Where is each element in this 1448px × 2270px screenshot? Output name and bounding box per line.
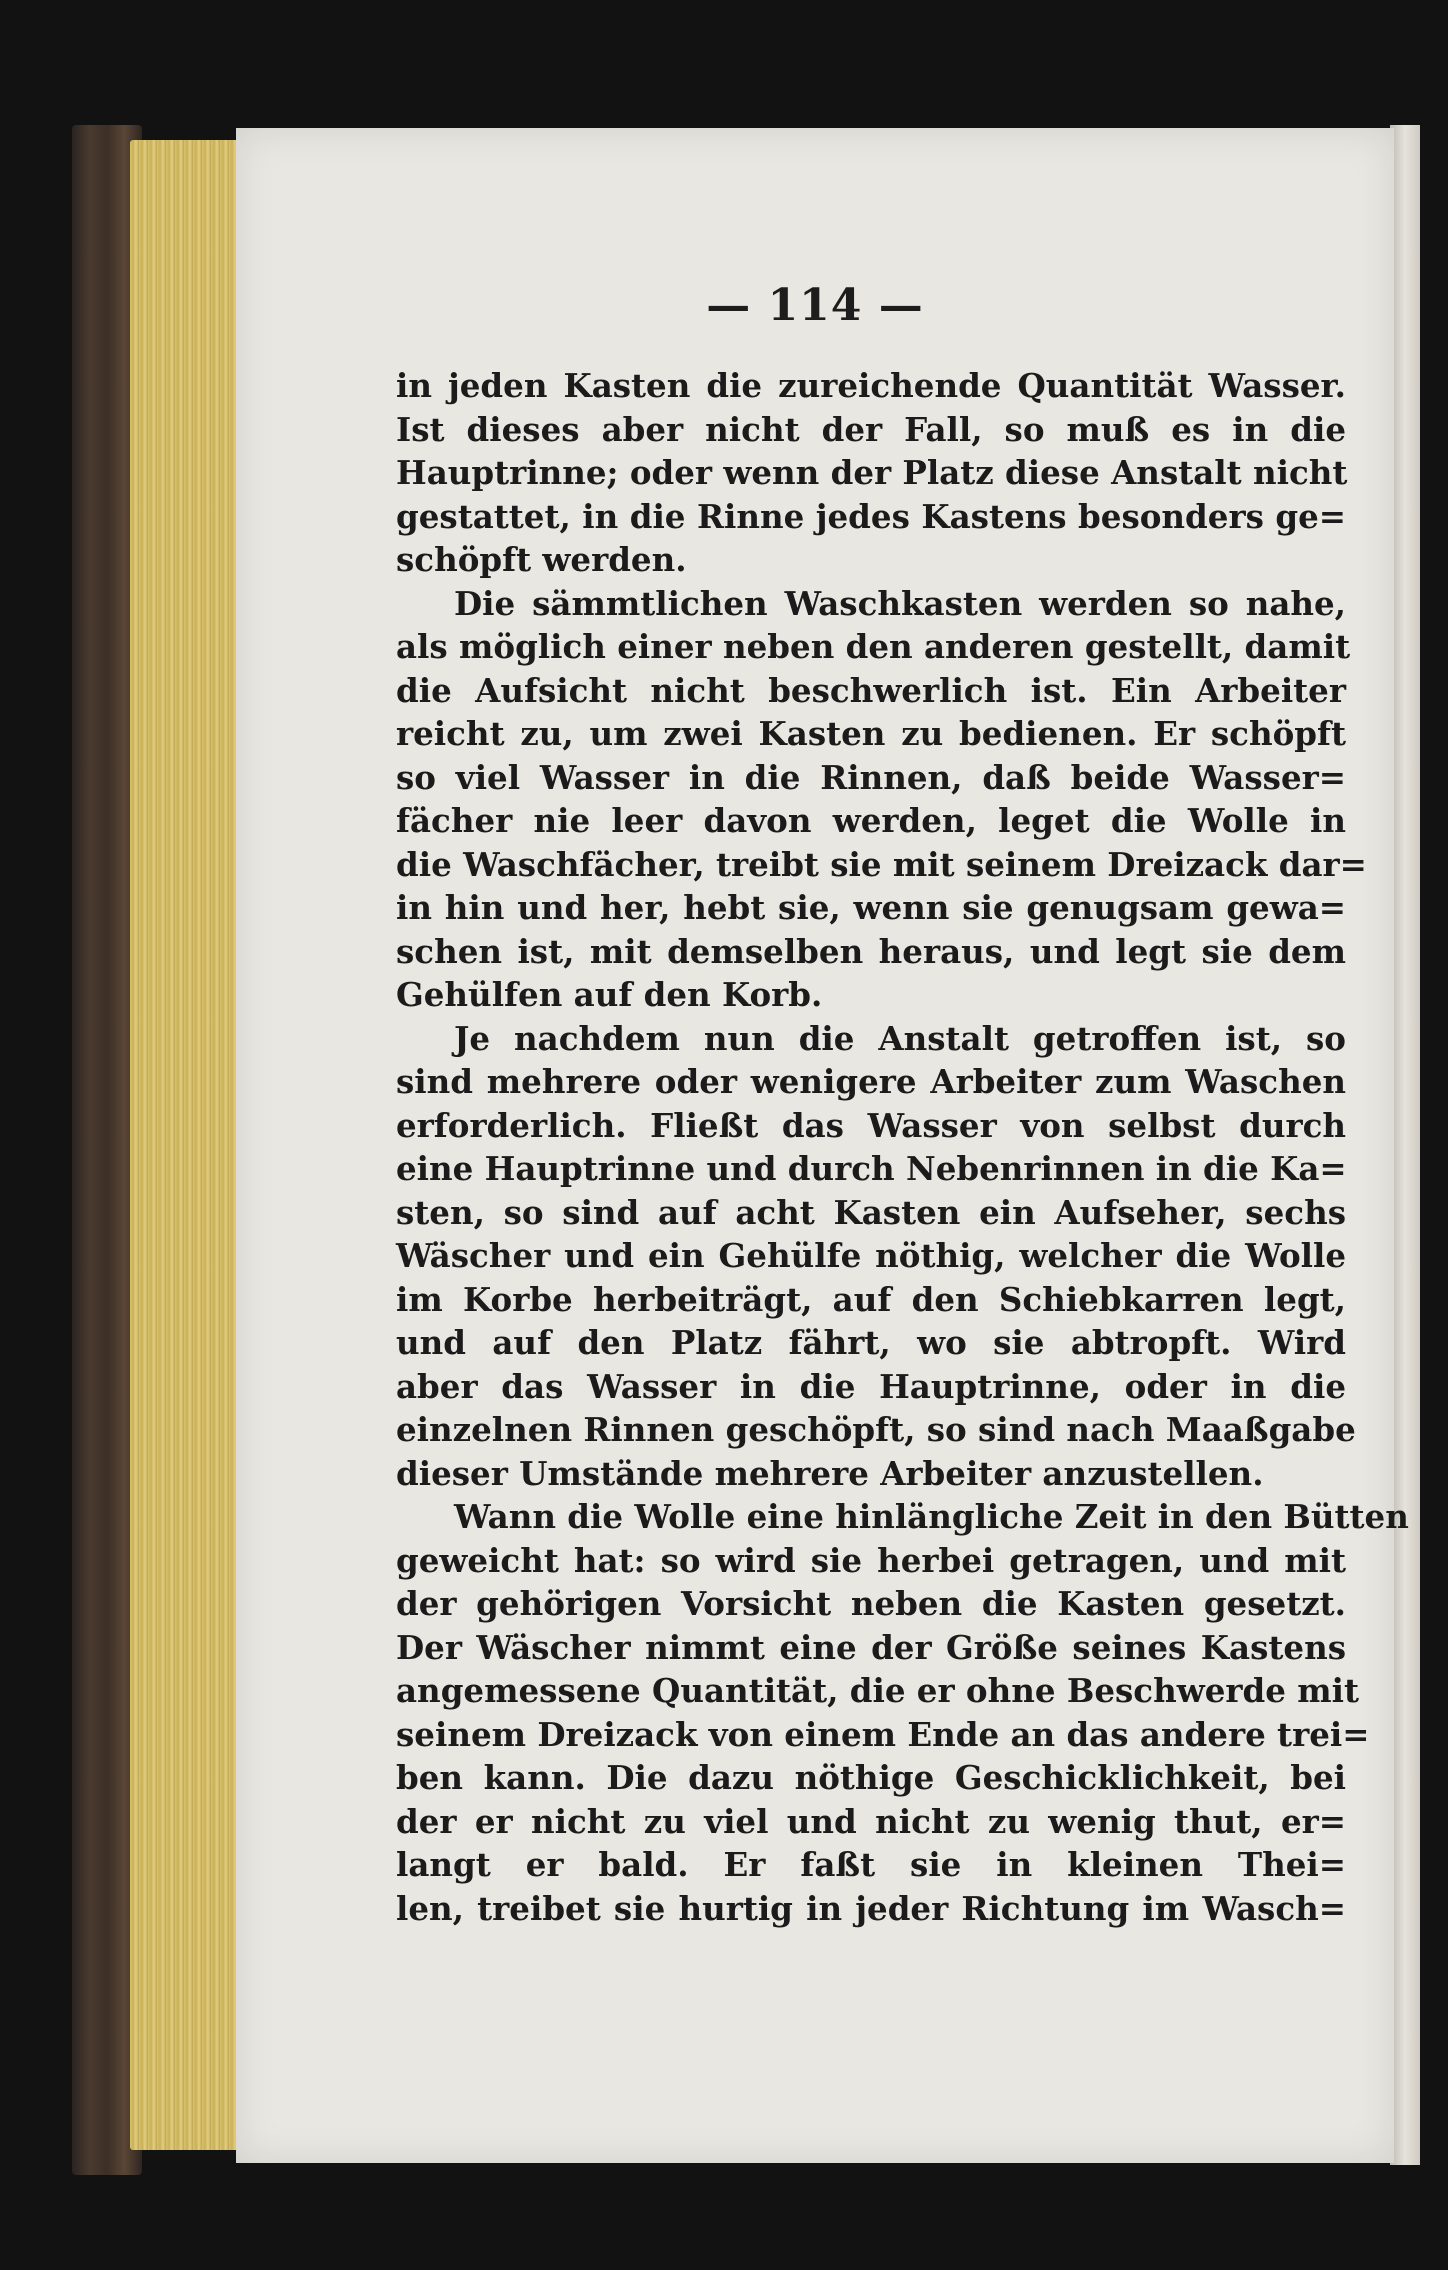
text-line: fächer nie leer davon werden, leget die Wolle in xyxy=(396,801,1346,840)
text-line: erforderlich. Fließt das Wasser von selbst durch xyxy=(396,1105,1346,1145)
text-line: geweicht hat: so wird sie herbei getragen, und mit xyxy=(396,1540,1346,1580)
book-page xyxy=(236,128,1409,2163)
text-line: Wäscher und ein Gehülfe nöthig, welcher die Wolle xyxy=(396,1236,1346,1275)
text-line: Je nachdem nun die Anstalt getroffen ist, so xyxy=(454,1018,1346,1058)
text-line: in jeden Kasten die zureichende Quantität Wasser. xyxy=(396,366,1346,405)
text-line: gestattet, in die Rinne jedes Kastens besonders ge= xyxy=(396,496,1346,536)
text-line: seinem Dreizack von einem Ende an das andere trei= xyxy=(396,1714,1370,1754)
text-line: len, treibet sie hurtig in jeder Richtung im Wasch= xyxy=(396,1888,1346,1928)
text-line: Ist dieses aber nicht der Fall, so muß es in die xyxy=(396,409,1346,449)
text-line: schen ist, mit demselben heraus, und legt sie dem xyxy=(396,931,1346,971)
body-text xyxy=(396,364,1409,1930)
text-line: der gehörigen Vorsicht neben die Kasten gesetzt. xyxy=(396,1584,1346,1623)
text-line: langt er bald. Er faßt sie in kleinen Thei= xyxy=(396,1845,1346,1884)
text-line: Die sämmtlichen Waschkasten werden so nahe, xyxy=(454,583,1346,623)
text-line: einzelnen Rinnen geschöpft, so sind nach Maaßgabe xyxy=(396,1410,1356,1449)
text-line: Der Wäscher nimmt eine der Größe seines Kastens xyxy=(396,1627,1346,1667)
text-line: sten, so sind auf acht Kasten ein Aufseher, sechs xyxy=(396,1192,1346,1232)
text-line: sind mehrere oder wenigere Arbeiter zum Waschen xyxy=(396,1062,1346,1101)
page-number: — 114 — xyxy=(706,280,924,331)
facing-page-edge xyxy=(1390,125,1420,2165)
text-line: eine Hauptrinne und durch Nebenrinnen in die Ka= xyxy=(396,1149,1347,1188)
page-edges xyxy=(130,140,240,2150)
text-line: der er nicht zu viel und nicht zu wenig thut, er= xyxy=(396,1801,1346,1841)
text-line: schöpft werden. xyxy=(396,540,687,579)
text-line: die Aufsicht nicht beschwerlich ist. Ein Arbeiter xyxy=(396,670,1346,710)
text-line: ben kann. Die dazu nöthige Geschicklichkeit, bei xyxy=(396,1758,1346,1797)
text-line: dieser Umstände mehrere Arbeiter anzustellen. xyxy=(396,1453,1264,1493)
text-line: reicht zu, um zwei Kasten zu bedienen. Er schöpft xyxy=(396,714,1346,753)
text-line: angemessene Quantität, die er ohne Beschwerde mit xyxy=(396,1671,1359,1710)
text-line: Hauptrinne; oder wenn der Platz diese Anstalt nicht xyxy=(396,453,1348,492)
text-line: die Waschfächer, treibt sie mit seinem Dreizack dar= xyxy=(396,844,1367,884)
text-line: so viel Wasser in die Rinnen, daß beide Wasser= xyxy=(396,757,1346,797)
text-line: Wann die Wolle eine hinlängliche Zeit in den Bütten xyxy=(454,1497,1409,1536)
text-line: als möglich einer neben den anderen gestellt, damit xyxy=(396,627,1351,666)
text-line: im Korbe herbeiträgt, auf den Schiebkarren legt, xyxy=(396,1279,1346,1319)
text-line: aber das Wasser in die Hauptrinne, oder in die xyxy=(396,1366,1346,1406)
text-line: Gehülfen auf den Korb. xyxy=(396,975,823,1014)
text-line: und auf den Platz fährt, wo sie abtropft. Wird xyxy=(396,1323,1346,1362)
text-line: in hin und her, hebt sie, wenn sie genugsam gewa= xyxy=(396,888,1346,927)
